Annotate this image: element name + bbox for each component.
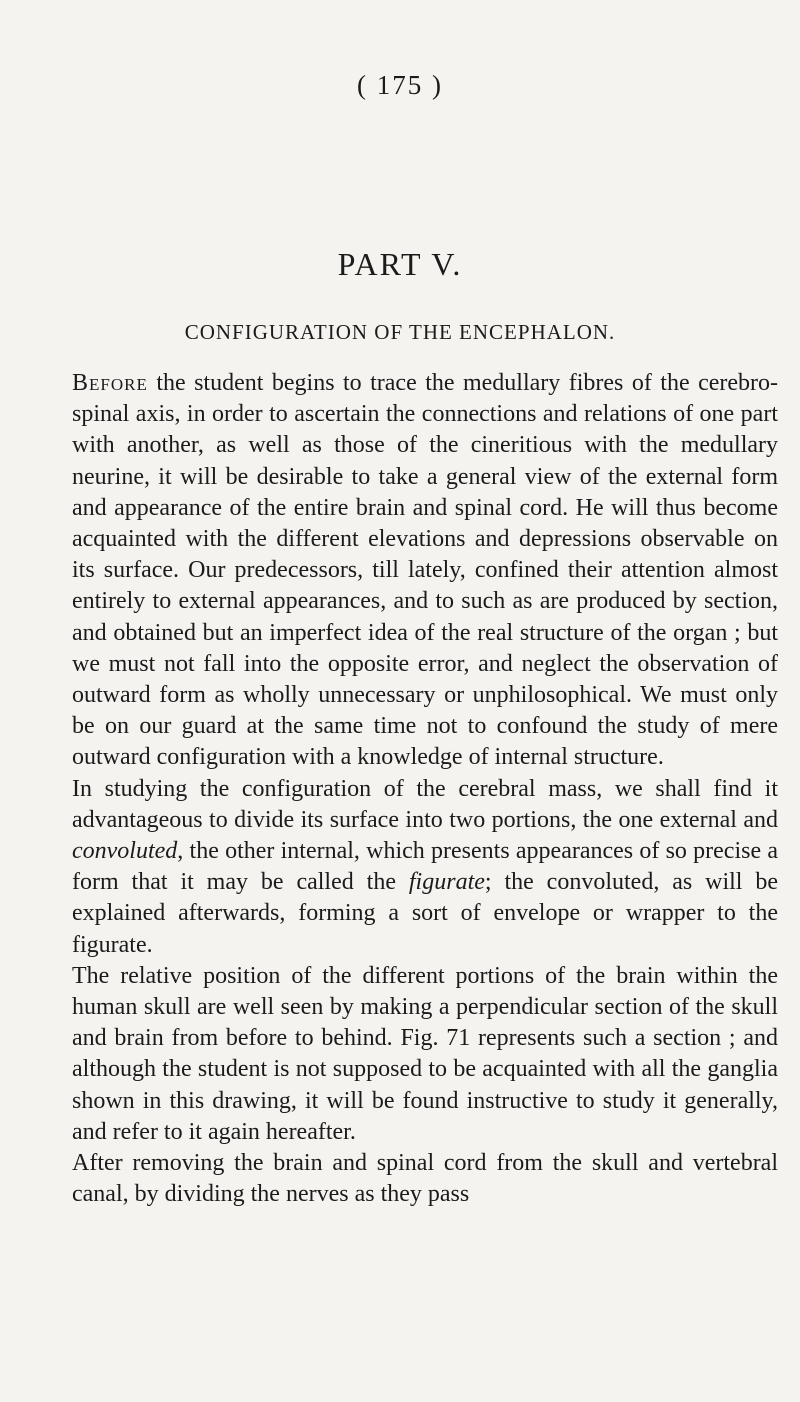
- paragraph-2-text-c: ; the convoluted, as will be explained afterwards, forming a sort of envelope or wrapper to the figurate.: [72, 869, 779, 958]
- paragraph-3-text: The relative position of the different portions of the brain within the human skull are well seen by making a perpendicular section of the skull and brain from before to behind. Fig. 71 represents such a section ; and although the student is not supposed to be acquainted with all the ganglia shown in this drawing, it will be found instructive to study it generally, and refer to it again hereafter.: [72, 962, 778, 1145]
- paragraph-2-text-b: , the other internal, which presents appearances of so precise a form that it may be called the: [72, 838, 778, 896]
- paragraph-3: [72, 961, 778, 1148]
- part-title: PART V.: [337, 246, 463, 282]
- paragraph-4: [72, 1148, 778, 1210]
- paragraph-2-text-a: In studying the configuration of the cerebral mass, we shall find it advantageous to divide its surface into two portions, the one external and: [72, 775, 778, 833]
- body-text: [72, 368, 778, 1210]
- paragraph-1: [72, 368, 778, 774]
- paragraph-1-text: the student begins to trace the medullary fibres of the cerebro-spinal axis, in order to ascertain the connections and relations of one part with another, as well as those of the cineritious with the medullary neurine, it will be desirable to take a general view of the external form and appearance of the entire brain and spinal cord. He will thus become acquainted with the different elevations and depressions observable on its surface. Our predecessors, till lately, confined their attention almost entirely to external appearances, and to such as are produced by section, and obtained but an imperfect idea of the real structure of the organ ; but we must not fall into the opposite error, and neglect the observation of outward form as wholly unnecessary or unphilosophical. We must only be on our guard at the same time not to confound the study of mere outward configuration with a knowledge of internal structure.: [72, 370, 778, 771]
- term-convoluted: convoluted: [72, 838, 178, 865]
- page-number: ( 175 ): [357, 70, 443, 100]
- section-title: CONFIGURATION OF THE ENCEPHALON.: [184, 320, 616, 344]
- term-figurate: figurate: [408, 869, 485, 896]
- paragraph-2: [72, 774, 778, 961]
- paragraph-4-text: After removing the brain and spinal cord from the skull and vertebral canal, by dividing the nerves as they pass: [72, 1150, 778, 1208]
- paragraph-lead-word: Before: [72, 370, 148, 396]
